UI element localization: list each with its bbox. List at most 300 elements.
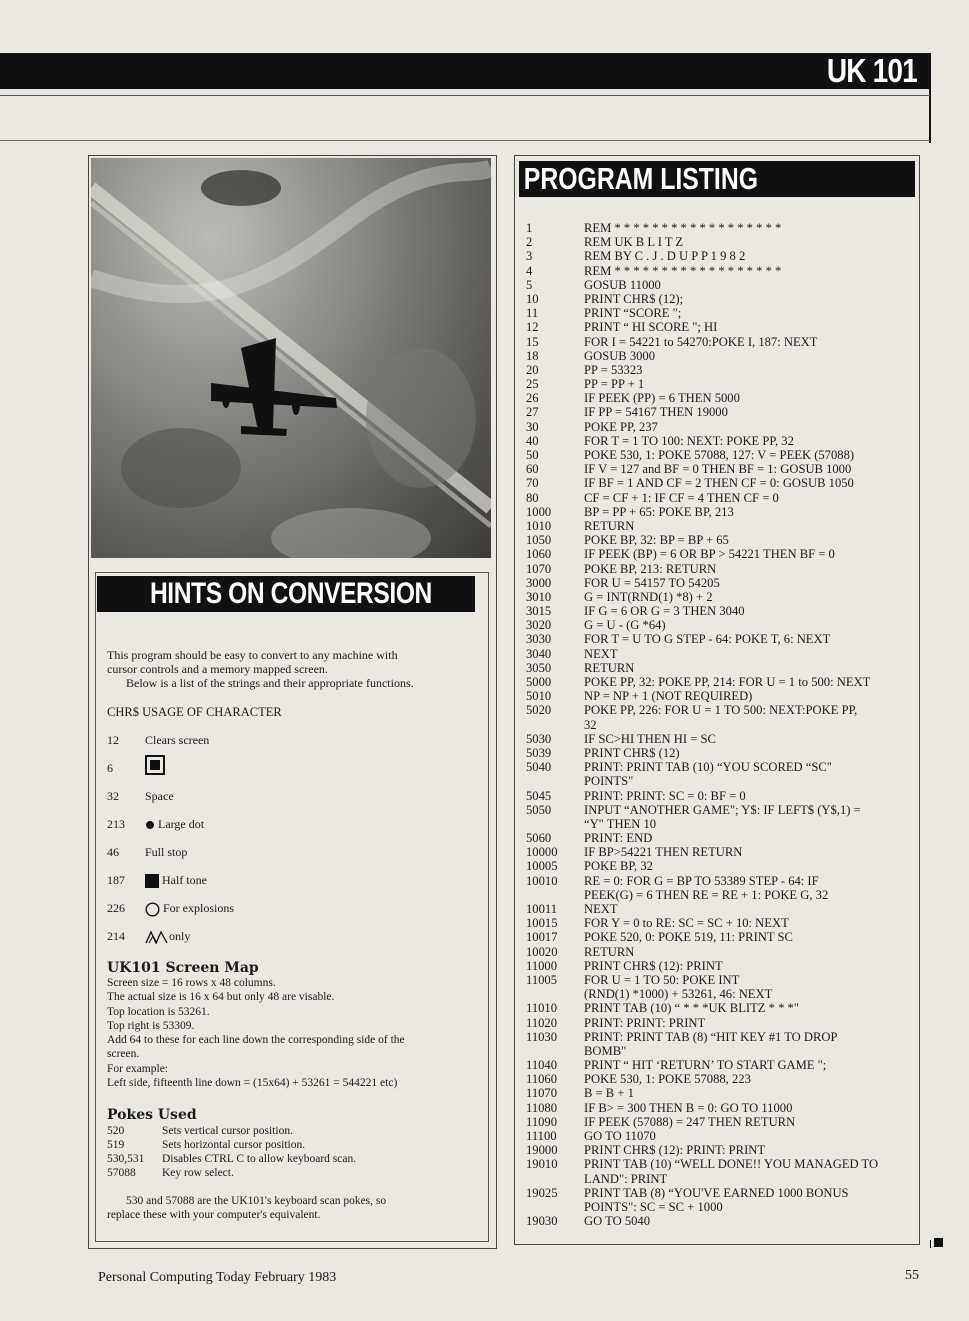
line-number: 18 <box>526 348 539 363</box>
line-number: 1 <box>526 221 533 235</box>
line-number: 10011 <box>526 902 558 916</box>
line-code <box>584 1115 918 1129</box>
code-text: PRINT: PRINT: SC = 0: BF = 0 <box>584 788 746 803</box>
line-number: 11030 <box>526 1029 558 1044</box>
listing-line <box>526 916 918 930</box>
header-rule-vertical <box>929 53 931 143</box>
photo-graphic <box>91 158 491 558</box>
code-text: FOR I = 54221 to 54270:POKE I, 187: NEXT <box>584 334 818 349</box>
listing-line <box>526 973 918 1001</box>
poke-code: 530,531 <box>107 1153 145 1165</box>
header-rule-lower <box>0 140 930 141</box>
map-line: Add 64 to these for each line down the corresponding side of the <box>107 1034 405 1047</box>
line-code <box>584 278 918 292</box>
line-code <box>584 562 918 576</box>
code-text: PRINT “SCORE "; <box>584 306 682 321</box>
listing-line <box>526 831 918 845</box>
brand-title: UK 101 <box>826 52 917 89</box>
listing-line <box>526 264 918 278</box>
line-number: 11090 <box>526 1114 558 1129</box>
listing-line <box>526 249 918 263</box>
line-code <box>584 959 918 973</box>
line-code <box>584 576 918 590</box>
code-text: POKE BP, 213: RETURN <box>584 561 717 576</box>
code-text: POKE BP, 32 <box>584 859 653 874</box>
line-code <box>584 1214 918 1228</box>
line-code <box>584 377 918 391</box>
listing-line <box>526 1186 918 1214</box>
screen-map-text <box>107 976 487 1090</box>
line-number: 1050 <box>526 533 552 548</box>
listing-line <box>526 391 918 405</box>
chr-desc <box>145 873 207 888</box>
code-text: PRINT TAB (8) “YOU'VE EARNED 1000 BONUS <box>584 1185 849 1200</box>
line-code <box>584 902 918 916</box>
line-code <box>584 1143 918 1157</box>
code-text: PRINT “ HIT ‘RETURN’ TO START GAME "; <box>584 1058 827 1073</box>
line-number: 1010 <box>526 518 552 533</box>
listing-line <box>526 604 918 618</box>
line-number: 12 <box>526 320 539 335</box>
line-code <box>584 859 918 873</box>
listing-line <box>526 363 918 377</box>
code-text: FOR U = 1 TO 50: POKE INT <box>584 972 740 987</box>
line-code <box>584 349 918 363</box>
code-text: PRINT “ HI SCORE "; HI <box>584 320 718 335</box>
listing-line <box>526 235 918 249</box>
line-number: 3000 <box>526 575 552 590</box>
explosion-circle-icon <box>145 902 160 917</box>
header-bar <box>0 53 930 89</box>
code-text: FOR T = U TO G STEP - 64: POKE T, 6: NEXT <box>584 632 831 647</box>
line-code <box>584 547 918 561</box>
code-text: POINTS": SC = SC + 1000 <box>584 1199 723 1214</box>
code-text: PRINT TAB (10) “WELL DONE!! YOU MANAGED TO <box>584 1157 879 1172</box>
poke-code: 57088 <box>107 1167 136 1179</box>
listing-line <box>526 845 918 859</box>
line-number: 3050 <box>526 660 552 675</box>
chr-code: 12 <box>107 733 119 747</box>
map-line: Screen size = 16 rows x 48 columns. <box>107 977 276 989</box>
chr-code: 187 <box>107 873 125 887</box>
code-text: PRINT TAB (10) “ * * *UK BLITZ * * *" <box>584 1001 799 1016</box>
code-text: NEXT <box>584 902 618 916</box>
line-number: 30 <box>526 419 539 434</box>
listing-line <box>526 1016 918 1030</box>
code-text: FOR T = 1 TO 100: NEXT: POKE PP, 32 <box>584 433 794 448</box>
map-line: Top location is 53261. <box>107 1005 210 1018</box>
line-code <box>584 1072 918 1086</box>
line-code <box>584 831 918 845</box>
code-text: POKE BP, 32: BP = BP + 65 <box>584 533 729 548</box>
code-text: IF BF = 1 AND CF = 2 THEN CF = 0: GOSUB 1050 <box>584 476 854 491</box>
listing-line <box>526 576 918 590</box>
line-number: 50 <box>526 448 539 462</box>
line-code <box>584 306 918 320</box>
line-code <box>584 476 918 490</box>
large-dot-icon <box>145 820 155 830</box>
code-text: PRINT CHR$ (12): PRINT: PRINT <box>584 1143 766 1158</box>
line-number: 5 <box>526 277 533 292</box>
code-text: IF PEEK (57088) = 247 THEN RETURN <box>584 1114 796 1129</box>
code-text: IF B> = 300 THEN B = 0: GO TO 11000 <box>584 1100 793 1115</box>
listing-line <box>526 703 918 731</box>
map-line: The actual size is 16 x 64 but only 48 are visable. <box>107 991 335 1004</box>
code-text: CF = CF + 1: IF CF = 4 THEN CF = 0 <box>584 490 779 505</box>
map-line: Top right is 53309. <box>107 1019 195 1032</box>
closing-line: 530 and 57088 are the UK101's keyboard scan pokes, so <box>126 1195 387 1207</box>
line-code <box>584 491 918 505</box>
line-number: 1060 <box>526 547 552 562</box>
code-text: LAND": PRINT <box>584 1171 668 1186</box>
listing-line <box>526 647 918 661</box>
line-code <box>584 391 918 405</box>
code-text: RETURN <box>584 518 635 533</box>
chr-desc <box>145 817 204 831</box>
line-number: 11010 <box>526 1001 558 1016</box>
screen-map-heading: UK101 Screen Map <box>107 960 259 976</box>
line-code <box>584 533 918 547</box>
code-text: GOSUB 11000 <box>584 277 661 292</box>
line-code <box>584 221 918 235</box>
chr-code: 214 <box>107 929 125 943</box>
line-number: 25 <box>526 377 539 392</box>
hints-heading-text: HINTS ON CONVERSION <box>150 577 432 610</box>
listing-line <box>526 874 918 902</box>
line-number: 5050 <box>526 802 552 817</box>
code-text: IF BP>54221 THEN RETURN <box>584 845 743 860</box>
end-mark-icon <box>934 1238 943 1247</box>
line-code <box>584 661 918 675</box>
chr-desc-text: only <box>169 929 191 943</box>
code-text: BP = PP + 65: POKE BP, 213 <box>584 504 734 519</box>
line-number: 40 <box>526 433 539 448</box>
listing-line <box>526 377 918 391</box>
poke-desc: Sets vertical cursor position. <box>162 1125 293 1137</box>
listing-line <box>526 1143 918 1157</box>
code-text: PRINT: PRINT TAB (8) “HIT KEY #1 TO DROP <box>584 1029 838 1044</box>
pokes-heading: Pokes Used <box>107 1107 197 1123</box>
listing-line <box>526 491 918 505</box>
listing-line <box>526 859 918 873</box>
listing-line <box>526 448 918 462</box>
map-line: For example: <box>107 1062 168 1075</box>
listing-line <box>526 519 918 533</box>
chr-desc: Full stop <box>145 845 188 859</box>
line-number: 3 <box>526 249 533 264</box>
code-text: INPUT “ANOTHER GAME"; Y$: IF LEFT$ (Y$,1) = <box>584 802 861 817</box>
chr-code: 226 <box>107 901 125 915</box>
line-number: 11070 <box>526 1086 558 1101</box>
code-text: POKE 520, 0: POKE 519, 11: PRINT SC <box>584 930 793 945</box>
listing-line <box>526 632 918 646</box>
line-number: 3015 <box>526 604 552 619</box>
code-text: IF SC>HI THEN HI = SC <box>584 731 716 746</box>
chr-desc-text: Half tone <box>162 873 207 887</box>
listing-line <box>526 618 918 632</box>
chr-desc-text: For explosions <box>163 901 235 915</box>
listing-line <box>526 1072 918 1086</box>
code-text: B = B + 1 <box>584 1086 634 1101</box>
line-number: 5010 <box>526 689 552 704</box>
line-number: 26 <box>526 391 539 406</box>
line-code <box>584 292 918 306</box>
code-text: NP = NP + 1 (NOT REQUIRED) <box>584 689 753 704</box>
code-text: PRINT: PRINT TAB (10) “YOU SCORED “SC" <box>584 760 832 775</box>
listing-line <box>526 945 918 959</box>
code-text: PRINT: END <box>584 831 653 846</box>
line-number: 3010 <box>526 589 552 604</box>
line-code <box>584 1101 918 1115</box>
line-number: 11 <box>526 306 539 321</box>
listing-line <box>526 1157 918 1185</box>
aerial-bomber-photo-icon <box>91 158 491 558</box>
listing-heading-text: PROGRAM LISTING <box>523 161 759 196</box>
line-code <box>584 1001 918 1015</box>
chr-code: 46 <box>107 845 119 859</box>
code-text: PRINT: PRINT: PRINT <box>584 1015 706 1030</box>
chr-desc <box>145 901 234 917</box>
line-code <box>584 746 918 760</box>
code-text: PRINT CHR$ (12) <box>584 745 680 760</box>
line-number: 5020 <box>526 703 552 718</box>
line-code <box>584 930 918 944</box>
chr-code: 6 <box>107 761 113 775</box>
listing-line <box>526 590 918 604</box>
code-text: GOSUB 3000 <box>584 348 656 363</box>
line-code <box>584 803 918 831</box>
line-code <box>584 973 918 1001</box>
header-rule <box>0 95 930 96</box>
poke-desc: Disables CTRL C to allow keyboard scan. <box>162 1153 357 1165</box>
line-code <box>584 732 918 746</box>
intro-line: cursor controls and a memory mapped screen. <box>107 662 328 676</box>
line-code <box>584 874 918 902</box>
code-text: POKE PP, 226: FOR U = 1 TO 500: NEXT:POKE PP, <box>584 703 858 718</box>
line-number: 10005 <box>526 859 558 874</box>
listing-line <box>526 533 918 547</box>
chr-desc: Clears screen <box>145 733 210 747</box>
line-number: 10015 <box>526 916 558 931</box>
listing-heading <box>519 161 915 197</box>
line-number: 10020 <box>526 944 558 959</box>
code-text: POKE PP, 237 <box>584 419 658 434</box>
line-number: 70 <box>526 476 539 491</box>
line-number: 19025 <box>526 1185 558 1200</box>
line-number: 19000 <box>526 1143 558 1158</box>
page-number: 55 <box>905 1268 919 1283</box>
listing-line <box>526 405 918 419</box>
line-code <box>584 703 918 731</box>
listing-line <box>526 675 918 689</box>
map-line: screen. <box>107 1048 140 1061</box>
code-text: REM * * * * * * * * * * * * * * * * * * <box>584 221 782 235</box>
line-code <box>584 264 918 278</box>
line-number: 11000 <box>526 958 558 973</box>
code-text: NEXT <box>584 646 618 661</box>
listing-line <box>526 420 918 434</box>
line-code <box>584 320 918 334</box>
line-code <box>584 448 918 462</box>
code-text: IF PEEK (PP) = 6 THEN 5000 <box>584 391 740 406</box>
code-text: PP = PP + 1 <box>584 377 645 392</box>
line-number: 5000 <box>526 675 552 689</box>
line-number: 60 <box>526 462 539 477</box>
program-listing <box>526 221 918 1228</box>
line-number: 11020 <box>526 1015 558 1030</box>
code-text: FOR Y = 0 to RE: SC = SC + 10: NEXT <box>584 916 789 931</box>
listing-line <box>526 476 918 490</box>
listing-line <box>526 1214 918 1228</box>
line-number: 11060 <box>526 1072 558 1087</box>
line-number: 80 <box>526 490 539 505</box>
line-number: 1000 <box>526 504 552 519</box>
code-text: POINTS" <box>584 774 634 789</box>
line-code <box>584 335 918 349</box>
chr-table-heading: CHR$ USAGE OF CHARACTER <box>107 705 282 719</box>
chr-desc <box>145 755 165 775</box>
line-number: 3030 <box>526 632 552 647</box>
code-text: G = U - (G *64) <box>584 618 666 633</box>
line-number: 5040 <box>526 760 552 775</box>
code-text: “Y" THEN 10 <box>584 816 657 831</box>
line-code <box>584 760 918 788</box>
code-text: BOMB" <box>584 1043 627 1058</box>
frame-tick <box>930 1240 931 1248</box>
line-number: 3020 <box>526 618 552 633</box>
code-text: POKE PP, 32: POKE PP, 214: FOR U = 1 to 500: NEXT <box>584 675 871 689</box>
chr-code: 32 <box>107 789 119 803</box>
line-number: 10000 <box>526 845 558 860</box>
listing-line <box>526 1129 918 1143</box>
poke-code: 520 <box>107 1125 125 1137</box>
chr-desc-text: Large dot <box>158 817 205 831</box>
listing-line <box>526 760 918 788</box>
line-code <box>584 519 918 533</box>
listing-line <box>526 320 918 334</box>
listing-line <box>526 789 918 803</box>
line-code <box>584 789 918 803</box>
line-code <box>584 363 918 377</box>
code-text: POKE 530, 1: POKE 57088, 127: V = PEEK (57088) <box>584 448 855 462</box>
listing-line <box>526 689 918 703</box>
line-code <box>584 1058 918 1072</box>
line-code <box>584 1157 918 1185</box>
hints-heading <box>97 576 475 612</box>
closing-note <box>107 1194 487 1223</box>
listing-line <box>526 1115 918 1129</box>
listing-line <box>526 349 918 363</box>
solid-block-icon <box>145 755 165 775</box>
line-number: 19030 <box>526 1214 558 1229</box>
chr-code: 213 <box>107 817 125 831</box>
line-code <box>584 1030 918 1058</box>
hints-intro <box>107 648 482 690</box>
line-number: 10017 <box>526 930 558 945</box>
line-code <box>584 590 918 604</box>
line-code <box>584 916 918 930</box>
line-number: 10 <box>526 291 539 306</box>
line-code <box>584 235 918 249</box>
code-text: IF PEEK (BP) = 6 OR BP > 54221 THEN BF = 0 <box>584 547 835 562</box>
line-number: 11080 <box>526 1100 558 1115</box>
line-code <box>584 1186 918 1214</box>
zigzag-glyph-icon <box>145 930 169 944</box>
poke-desc: Key row select. <box>162 1167 234 1179</box>
line-number: 11040 <box>526 1058 558 1073</box>
line-code <box>584 632 918 646</box>
listing-line <box>526 732 918 746</box>
line-code <box>584 1016 918 1030</box>
code-text: REM BY C . J . D U P P 1 9 8 2 <box>584 249 746 264</box>
closing-line: replace these with your computer's equivalent. <box>107 1209 321 1222</box>
chr-desc <box>145 929 190 944</box>
line-code <box>584 505 918 519</box>
line-number: 5045 <box>526 788 552 803</box>
chr-desc: Space <box>145 789 174 803</box>
listing-line <box>526 803 918 831</box>
code-text: POKE 530, 1: POKE 57088, 223 <box>584 1072 751 1087</box>
line-number: 27 <box>526 405 539 420</box>
code-text: PRINT CHR$ (12); <box>584 291 684 306</box>
listing-line <box>526 1001 918 1015</box>
footer-publication: Personal Computing Today February 1983 <box>98 1270 337 1285</box>
listing-line <box>526 462 918 476</box>
code-text: G = INT(RND(1) *8) + 2 <box>584 589 713 604</box>
listing-line <box>526 1086 918 1100</box>
line-number: 3040 <box>526 646 552 661</box>
line-code <box>584 249 918 263</box>
code-text: REM * * * * * * * * * * * * * * * * * * <box>584 263 782 278</box>
code-text: REM UK B L I T Z <box>584 235 684 250</box>
code-text: IF PP = 54167 THEN 19000 <box>584 405 728 420</box>
listing-line <box>526 547 918 561</box>
listing-line <box>526 221 918 235</box>
code-text: FOR U = 54157 TO 54205 <box>584 575 720 590</box>
line-number: 5060 <box>526 831 552 846</box>
line-code <box>584 405 918 419</box>
listing-line <box>526 746 918 760</box>
code-text: (RND(1) *1000) + 53261, 46: NEXT <box>584 987 773 1002</box>
line-code <box>584 945 918 959</box>
intro-line: Below is a list of the strings and their appropriate functions. <box>126 676 414 690</box>
line-number: 11100 <box>526 1129 557 1143</box>
line-code <box>584 604 918 618</box>
listing-line <box>526 1101 918 1115</box>
code-text: PRINT CHR$ (12): PRINT <box>584 958 723 973</box>
listing-line <box>526 930 918 944</box>
listing-line <box>526 1058 918 1072</box>
listing-line <box>526 306 918 320</box>
listing-line <box>526 959 918 973</box>
line-code <box>584 462 918 476</box>
code-text: PEEK(G) = 6 THEN RE = RE + 1: POKE G, 32 <box>584 887 829 902</box>
code-text: RETURN <box>584 660 635 675</box>
listing-line <box>526 434 918 448</box>
line-code <box>584 1086 918 1100</box>
listing-line <box>526 1030 918 1058</box>
listing-line <box>526 292 918 306</box>
listing-line <box>526 562 918 576</box>
code-text: RE = 0: FOR G = BP TO 53389 STEP - 64: IF <box>584 873 819 888</box>
line-number: 10010 <box>526 873 558 888</box>
code-text: GO TO 11070 <box>584 1129 656 1143</box>
line-number: 5030 <box>526 731 552 746</box>
line-code <box>584 689 918 703</box>
poke-desc: Sets horizontal cursor position. <box>162 1139 306 1151</box>
line-number: 1070 <box>526 561 552 576</box>
line-code <box>584 675 918 689</box>
